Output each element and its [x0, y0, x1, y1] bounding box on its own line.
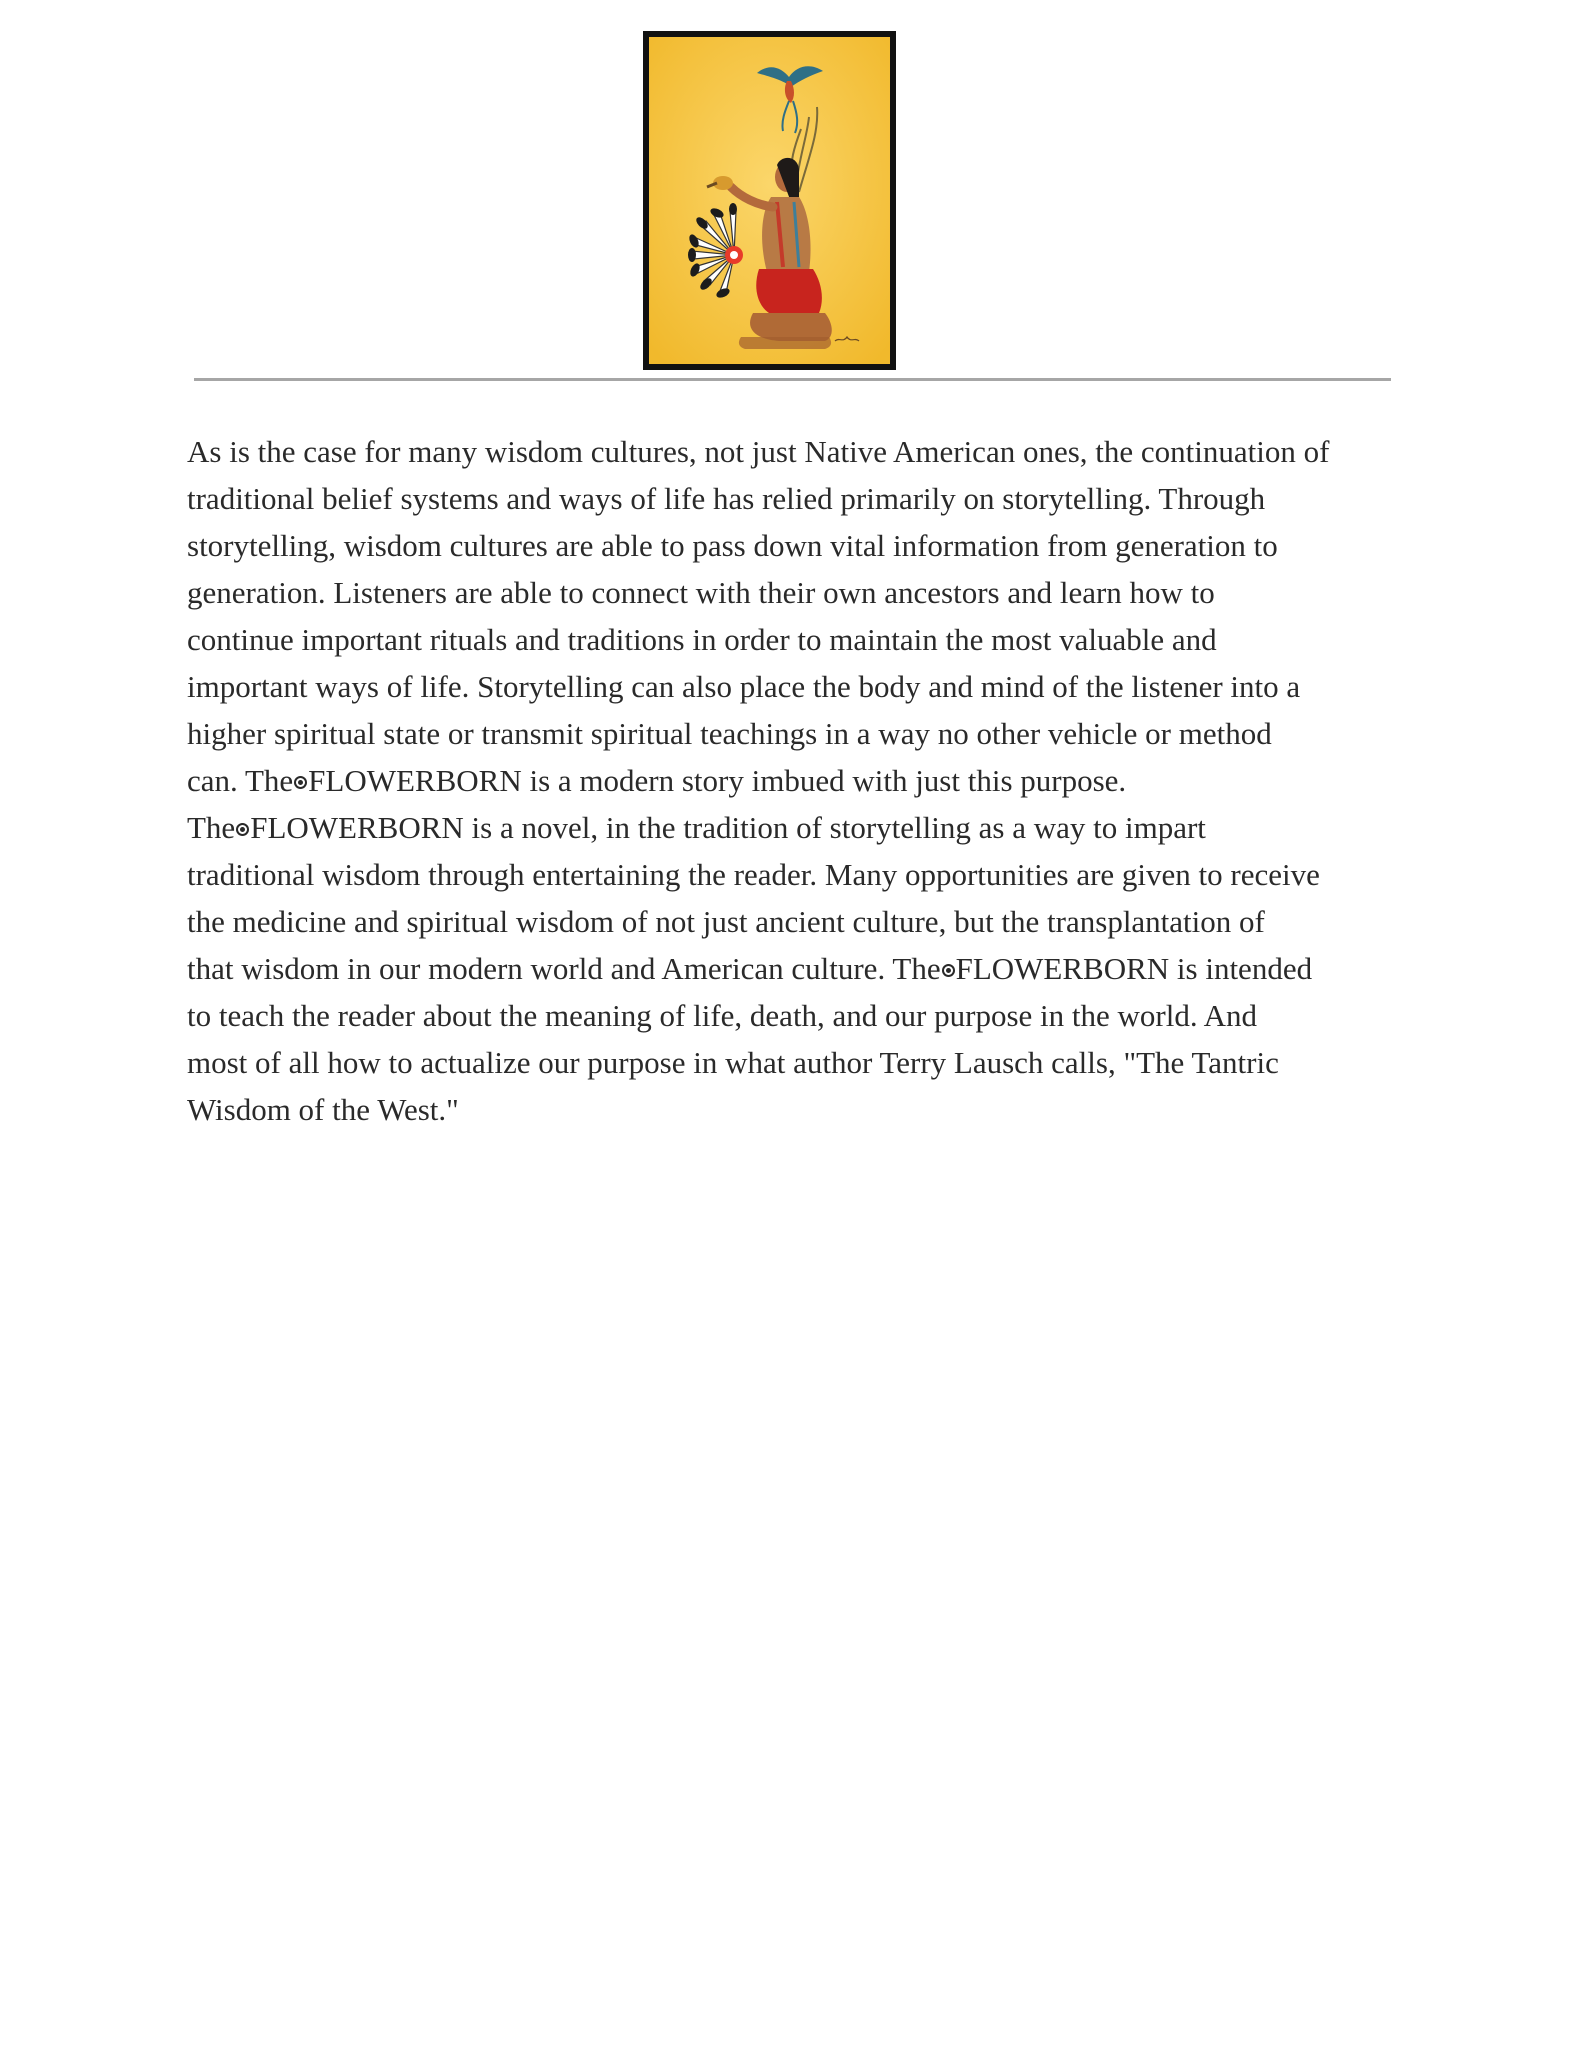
text-line: important ways of life. Storytelling can also place the body and mind of the listener into a [187, 669, 1301, 704]
text-fragment: FLOWERBORN is a modern story imbued with just this purpose. [308, 763, 1127, 798]
bullet-circle-icon [236, 823, 249, 836]
text-fragment: FLOWERBORN is intended [955, 951, 1313, 986]
kneeling-dancer-painting-icon [649, 37, 890, 364]
text-fragment: The [187, 810, 236, 845]
text-line [187, 804, 1402, 851]
text-fragment: can. The [187, 763, 294, 798]
text-line: to teach the reader about the meaning of life, death, and our purpose in the world. And [187, 998, 1258, 1033]
artwork-image [643, 31, 896, 370]
text-line: higher spiritual state or transmit spiritual teachings in a way no other vehicle or method [187, 716, 1272, 751]
text-line: Wisdom of the West." [187, 1092, 459, 1127]
text-line: traditional wisdom through entertaining the reader. Many opportunities are given to receive [187, 857, 1320, 892]
text-line: generation. Listeners are able to connect with their own ancestors and learn how to [187, 575, 1215, 610]
text-line: storytelling, wisdom cultures are able to pass down vital information from generation to [187, 528, 1278, 563]
text-line [187, 757, 1402, 804]
text-line: continue important rituals and traditions in order to maintain the most valuable and [187, 622, 1217, 657]
bullet-circle-icon [942, 964, 955, 977]
horizontal-divider [194, 378, 1391, 381]
text-line: the medicine and spiritual wisdom of not just ancient culture, but the transplantation of [187, 904, 1265, 939]
text-line: As is the case for many wisdom cultures, not just Native American ones, the continuation of [187, 434, 1330, 469]
text-fragment: that wisdom in our modern world and American culture. The [187, 951, 941, 986]
text-line: most of all how to actualize our purpose in what author Terry Lausch calls, "The Tantric [187, 1045, 1279, 1080]
body-paragraph [187, 428, 1402, 1133]
text-line: traditional belief systems and ways of life has relied primarily on storytelling. Through [187, 481, 1266, 516]
bullet-circle-icon [294, 776, 307, 789]
text-line [187, 945, 1402, 992]
text-fragment: FLOWERBORN is a novel, in the tradition of storytelling as a way to impart [250, 810, 1206, 845]
